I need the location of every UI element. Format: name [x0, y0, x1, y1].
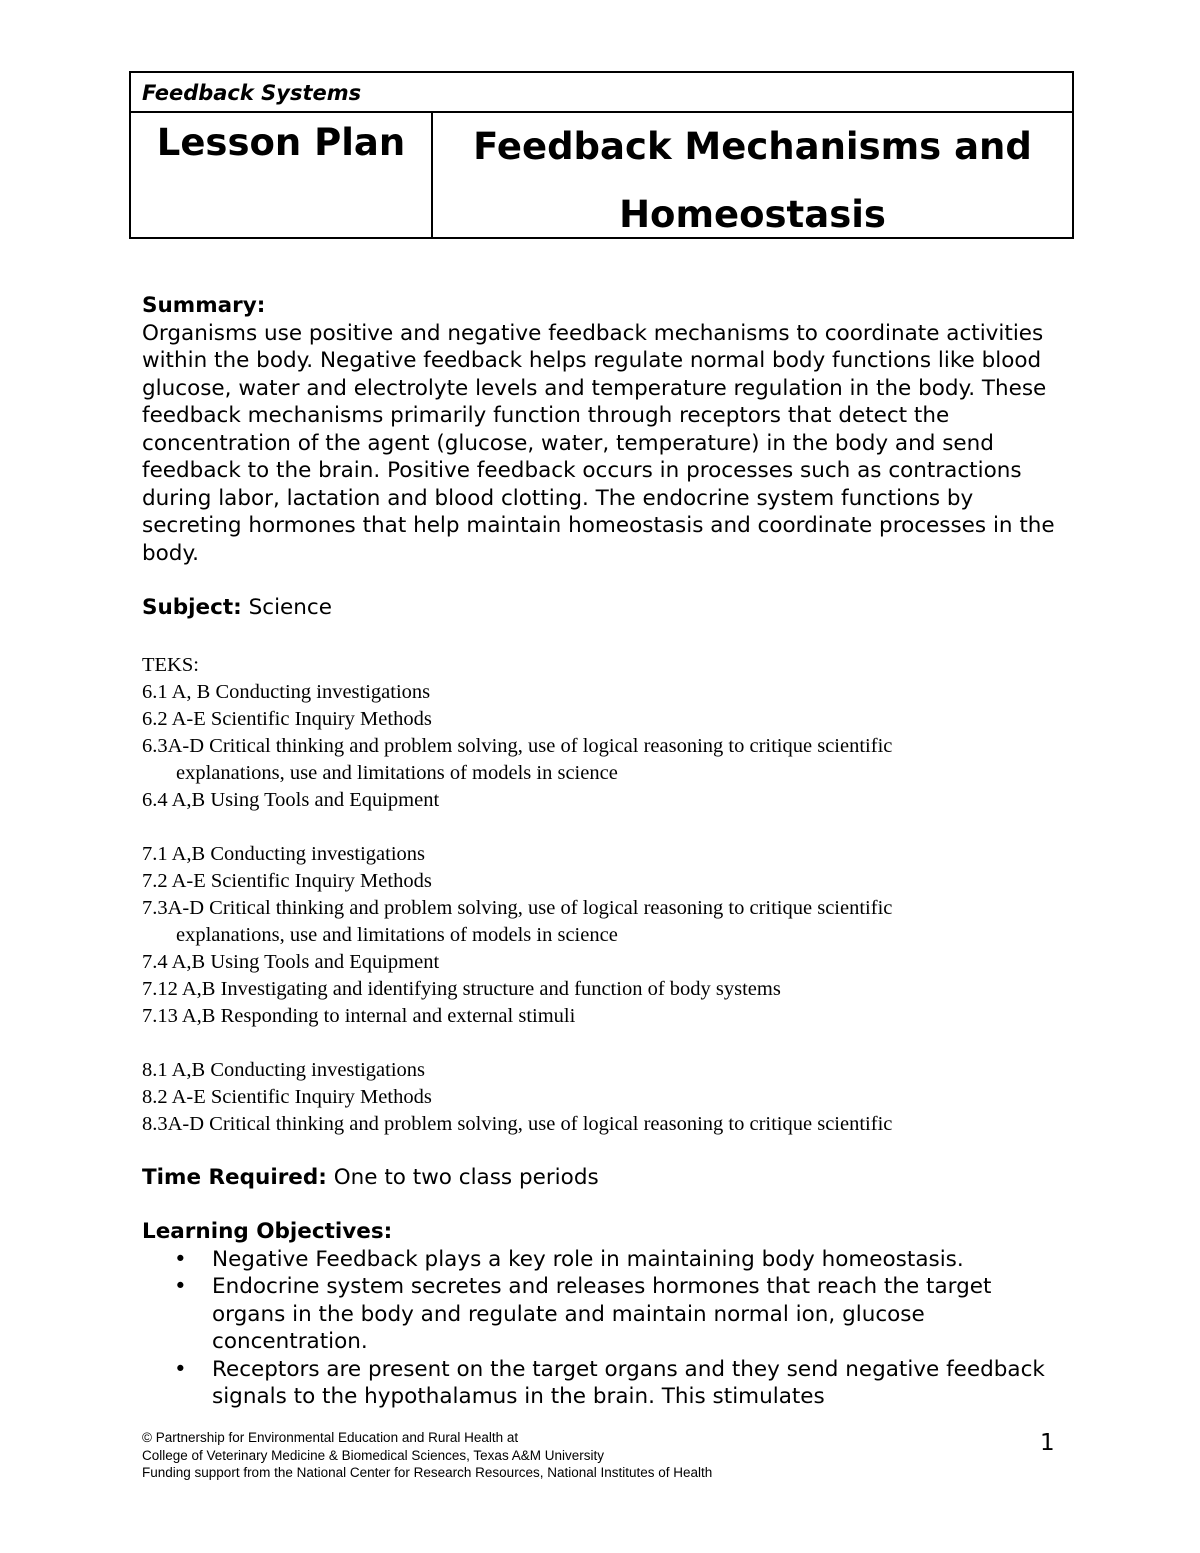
- summary-text: Organisms use positive and negative feedback mechanisms to coordinate activities within the body. Negative feedback helps regulate normal body functions like blood glucose, water and electrolyte levels and temperature regulation in the body. These feedback mechanisms primarily function through receptors that detect the concentration of the agent (glucose, water, temperature) in the body and send feedback to the brain. Positive feedback occurs in processes such as contractions during labor, lactation and blood clotting. The endocrine system functions by secreting hormones that help maintain homeostasis and coordinate processes in the body.: [142, 320, 1055, 566]
- teks-item: 7.12 A,B Investigating and identifying structure and function of body systems: [142, 978, 781, 1000]
- teks-item: 8.3A-D Critical thinking and problem solving, use of logical reasoning to critique scientific: [142, 1113, 893, 1135]
- teks-item: 7.13 A,B Responding to internal and external stimuli: [142, 1005, 576, 1027]
- lesson-title-line1: Feedback Mechanisms and: [473, 125, 1032, 168]
- teks-item-continuation: explanations, use and limitations of models in science: [176, 924, 618, 946]
- footer-copyright: © Partnership for Environmental Education and Rural Health at: [142, 1430, 519, 1445]
- teks-item: 6.3A-D Critical thinking and problem solving, use of logical reasoning to critique scientific: [142, 735, 893, 757]
- teks-section: [142, 652, 1062, 1138]
- learning-objectives-section: [142, 1218, 1062, 1411]
- subject-section: [142, 594, 1062, 622]
- time-required-section: [142, 1164, 1062, 1192]
- page-number: 1: [1040, 1430, 1055, 1456]
- bullet-icon: •: [174, 1356, 187, 1382]
- time-required-value: One to two class periods: [333, 1165, 599, 1190]
- objective-text: Receptors are present on the target organs and they send negative feedback signals to the hypothalamus in the brain. This stimulates: [212, 1356, 1045, 1409]
- list-item: [142, 1356, 1062, 1411]
- doc-type-label: Lesson Plan: [131, 113, 433, 237]
- footer-funding: Funding support from the National Center for Research Resources, National Institutes of Health: [142, 1465, 713, 1480]
- bullet-icon: •: [174, 1246, 187, 1272]
- subject-value: Science: [248, 595, 332, 620]
- teks-item: 6.4 A,B Using Tools and Equipment: [142, 789, 440, 811]
- list-item: [142, 1246, 1062, 1274]
- bullet-icon: •: [174, 1274, 187, 1299]
- teks-item: 7.2 A-E Scientific Inquiry Methods: [142, 870, 432, 892]
- time-required-label: Time Required:: [142, 1165, 327, 1190]
- objectives-list: [142, 1246, 1062, 1411]
- teks-item: 6.1 A, B Conducting investigations: [142, 681, 431, 703]
- summary-section: [142, 292, 1062, 567]
- objective-text: Endocrine system secretes and releases hormones that reach the target organs in the body and regulate and maintain normal ion, glucose concentration.: [212, 1274, 992, 1354]
- footer: [142, 1429, 712, 1482]
- footer-institution: College of Veterinary Medicine & Biomedical Sciences, Texas A&M University: [142, 1447, 604, 1463]
- lesson-title: [433, 113, 1072, 237]
- teks-item: 8.1 A,B Conducting investigations: [142, 1059, 426, 1081]
- lesson-title-line2: Homeostasis: [619, 193, 886, 236]
- header-table: [129, 71, 1074, 239]
- list-item: [142, 1273, 1062, 1356]
- learning-objectives-label: Learning Objectives:: [142, 1219, 393, 1244]
- teks-item: 8.2 A-E Scientific Inquiry Methods: [142, 1086, 432, 1108]
- teks-item-continuation: explanations, use and limitations of models in science: [176, 762, 618, 784]
- teks-item: 7.1 A,B Conducting investigations: [142, 843, 426, 865]
- subject-label: Subject:: [142, 595, 242, 620]
- teks-label: TEKS:: [142, 654, 199, 676]
- series-title: Feedback Systems: [131, 73, 1072, 113]
- summary-label: Summary:: [142, 293, 266, 318]
- teks-item: 7.4 A,B Using Tools and Equipment: [142, 951, 440, 973]
- teks-item: 6.2 A-E Scientific Inquiry Methods: [142, 708, 432, 730]
- teks-item: 7.3A-D Critical thinking and problem solving, use of logical reasoning to critique scientific: [142, 897, 893, 919]
- objective-text: Negative Feedback plays a key role in maintaining body homeostasis.: [212, 1246, 964, 1272]
